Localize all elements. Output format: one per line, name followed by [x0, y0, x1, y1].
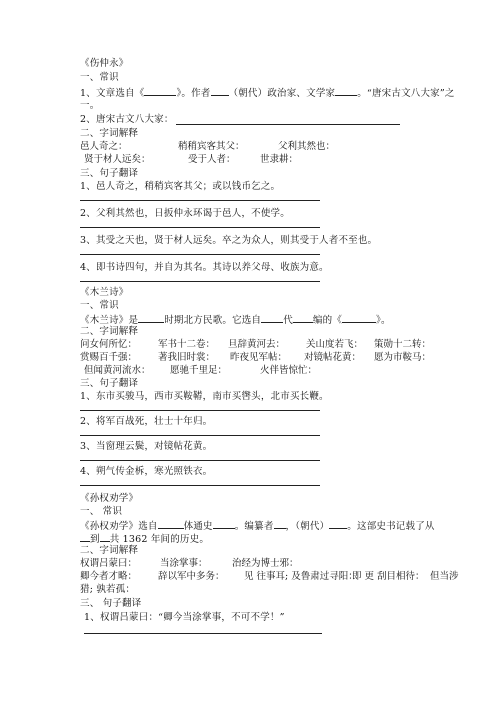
blank-book[interactable]: [213, 519, 235, 529]
vocab-item: 父利其然也：: [278, 141, 336, 152]
answer-line[interactable]: [80, 227, 320, 228]
vocab-item: 邑人奇之：: [80, 141, 128, 152]
answer-line[interactable]: [80, 200, 320, 201]
translation-prompt: 2、将军百战死，壮士十年归。: [80, 416, 213, 427]
vocab-item: 著我旧时裳：: [158, 352, 216, 363]
question-1-continued: 一。: [80, 100, 100, 111]
blank-editor[interactable]: [293, 313, 313, 323]
answer-line[interactable]: [80, 254, 320, 255]
blank-dynasty[interactable]: [329, 519, 347, 529]
translation-prompt: 1、权谓吕蒙曰：“卿今当涂掌事，不可不学！”: [84, 612, 285, 623]
vocab-item: 火伴皆惊忙：: [260, 365, 318, 376]
translation-prompt: 3、当窗理云鬓，对镜帖花黄。: [80, 441, 213, 452]
common-knowledge-line: 《木兰诗》是 时期北方民歌。它选自 代 编的《 》。: [80, 315, 391, 326]
translation-prompt: 4、朔气传金柝，寒光照铁衣。: [80, 466, 213, 477]
heading-translation: 三、句子翻译: [80, 378, 139, 389]
heading-translation: 三、 句子翻译: [80, 598, 142, 609]
vocab-item: 但闻黄河流水：: [84, 365, 151, 376]
translation-prompt: 2、父利其然也，日扳仲永环谒于邑人，不使学。: [80, 208, 290, 219]
answer-line[interactable]: [84, 633, 322, 634]
vocab-item: 即 更 刮目相待：: [352, 571, 425, 582]
answer-line[interactable]: [80, 410, 320, 411]
blank-editor[interactable]: [274, 519, 286, 529]
common-knowledge-line: 《孙权劝学》选自 体通史 。编纂者 ，（朝代） 。这部史书记载了从: [80, 521, 435, 532]
answer-line[interactable]: [80, 460, 320, 461]
section-title-mulanshi: 《木兰诗》: [80, 287, 129, 298]
heading-vocabulary: 二、字词解释: [80, 128, 139, 139]
vocab-item: 辞以军中多务：: [158, 571, 225, 582]
vocab-item: 世隶耕：: [260, 154, 299, 165]
question-1-line: 1、文章选自《 》。作者 （朝代）政治家、文学家 。“唐宋古文八大家”之: [80, 88, 455, 99]
vocab-item: 受于人者：: [188, 154, 236, 165]
blank-book[interactable]: [342, 313, 376, 323]
vocab-item: 卿今者才略：: [80, 571, 138, 582]
heading-common-knowledge: 一、常识: [80, 300, 119, 311]
blank-source[interactable]: [144, 86, 176, 96]
vocab-item: 但当涉: [430, 571, 459, 582]
vocab-item: 见 往事耳; 及鲁肃过寻阳：: [244, 571, 358, 582]
blank-title[interactable]: [335, 86, 357, 96]
blank-dynasty[interactable]: [261, 313, 283, 323]
section-title-sunquanquanxue: 《孙权劝学》: [80, 493, 139, 504]
translation-prompt: 3、其受之天也，贤于材人远矣。卒之为众人，则其受于人者不至也。: [80, 235, 378, 246]
answer-line[interactable]: [80, 435, 320, 436]
vocab-item: 权谓吕蒙曰：: [80, 558, 138, 569]
blank-genre[interactable]: [158, 519, 184, 529]
answer-line[interactable]: [80, 485, 320, 486]
vocab-item: 愿驰千里足：: [170, 365, 228, 376]
vocab-item: 贤于材人远矣：: [84, 154, 151, 165]
vocab-item-continued: 猎; 孰若孤：: [80, 584, 136, 595]
blank-author[interactable]: [211, 86, 229, 96]
vocab-item: 策勋十二转：: [374, 339, 432, 350]
section-title-shangzhongyong: 《伤仲永》: [80, 58, 129, 69]
answer-line[interactable]: [80, 281, 320, 282]
vocab-item: 昨夜见军帖：: [230, 352, 288, 363]
vocab-item: 问女何所忆：: [80, 339, 138, 350]
heading-common-knowledge: 一、常识: [80, 72, 119, 83]
vocab-item: 稍稍宾客其父：: [178, 141, 245, 152]
blank-start[interactable]: [80, 532, 90, 542]
question-2-label: 2、唐宋古文八大家：: [80, 114, 174, 125]
translation-prompt: 1、东市买骏马，西市买鞍鞯，南市买辔头，北市买长鞭。: [80, 391, 329, 402]
vocab-item: 赏赐百千强：: [80, 352, 138, 363]
blank-end[interactable]: [100, 532, 110, 542]
vocab-item: 对镜帖花黄：: [304, 352, 362, 363]
vocab-item: 治经为博士邪：: [232, 558, 299, 569]
heading-translation: 三、句子翻译: [80, 168, 139, 179]
heading-vocabulary: 二、字词解释: [80, 545, 139, 556]
vocab-item: 当涂掌事：: [160, 558, 208, 569]
translation-prompt: 1、邑人奇之，稍稍宾客其父；或以钱币乞之。: [80, 181, 281, 192]
answer-line[interactable]: [176, 124, 400, 125]
common-knowledge-line-2: 到 共 1362 年间的历史。: [80, 532, 209, 546]
vocab-item: 军书十二卷：: [158, 339, 216, 350]
vocab-item: 关山度若飞：: [306, 339, 364, 350]
heading-common-knowledge: 一、 常识: [80, 506, 123, 517]
vocab-item: 愿为市鞍马：: [374, 352, 432, 363]
heading-vocabulary: 二、字词解释: [80, 326, 139, 337]
translation-prompt: 4、即书诗四句，并自为其名。其诗以养父母、收族为意。: [80, 262, 329, 273]
blank-era[interactable]: [138, 313, 164, 323]
vocab-item: 旦辞黄河去：: [228, 339, 286, 350]
